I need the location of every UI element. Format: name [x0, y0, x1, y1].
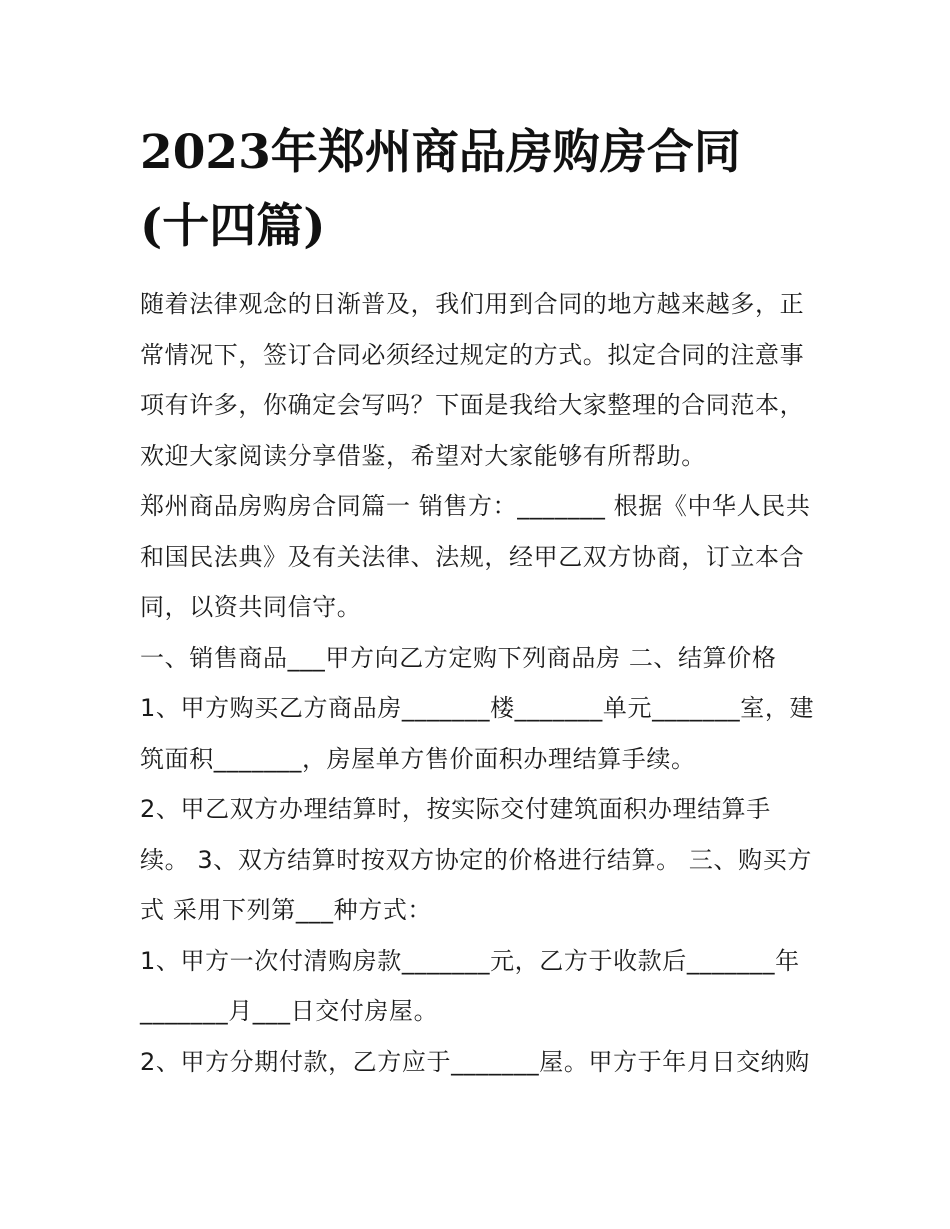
text-line: 欢迎大家阅读分享借鉴，希望对大家能够有所帮助。 [140, 441, 706, 470]
document-title [140, 116, 840, 264]
clause-2-paragraph [140, 784, 815, 936]
clause-1-paragraph [140, 683, 815, 784]
text-line: 一、销售商品___甲方向乙方定购下列商品房 二、结算价格 [140, 643, 777, 672]
document-body [140, 279, 815, 1087]
text-line: _______月___日交付房屋。 [140, 997, 439, 1025]
title-line-1: 2023年郑州商品房购房合同 [140, 125, 741, 180]
text-line: 式 采用下列第___种方式： [140, 896, 433, 924]
text-line: 筑面积_______，房屋单方售价面积办理结算手续。 [140, 744, 696, 773]
text-line: 常情况下，签订合同必须经过规定的方式。拟定合同的注意事 [140, 340, 805, 369]
text-line: 随着法律观念的日渐普及，我们用到合同的地方越来越多，正 [140, 290, 805, 318]
payment-option-2-paragraph [140, 1037, 815, 1088]
text-line: 郑州商品房购房合同篇一 销售方：_______ 根据《中华人民共 [140, 492, 811, 520]
text-line: 1、甲方购买乙方商品房_______楼_______单元_______室，建 [140, 694, 815, 722]
section-heading-paragraph [140, 633, 815, 684]
payment-option-1-paragraph [140, 936, 815, 1037]
intro-paragraph [140, 279, 815, 481]
text-line: 和国民法典》及有关法律、法规，经甲乙双方协商，订立本合 [140, 542, 805, 571]
text-line: 2、甲乙双方办理结算时，按实际交付建筑面积办理结算手 [140, 795, 771, 823]
text-line: 2、甲方分期付款，乙方应于_______屋。甲方于年月日交纳购 [140, 1047, 810, 1076]
contract-parties-paragraph [140, 481, 815, 633]
title-line-2: (十四篇) [140, 199, 326, 254]
text-line: 同，以资共同信守。 [140, 593, 362, 621]
text-line: 项有许多，你确定会写吗？下面是我给大家整理的合同范本， [140, 391, 805, 419]
text-line: 续。 3、双方结算时按双方协定的价格进行结算。 三、购买方 [140, 845, 812, 874]
text-line: 1、甲方一次付清购房款_______元，乙方于收款后_______年 [140, 946, 800, 975]
